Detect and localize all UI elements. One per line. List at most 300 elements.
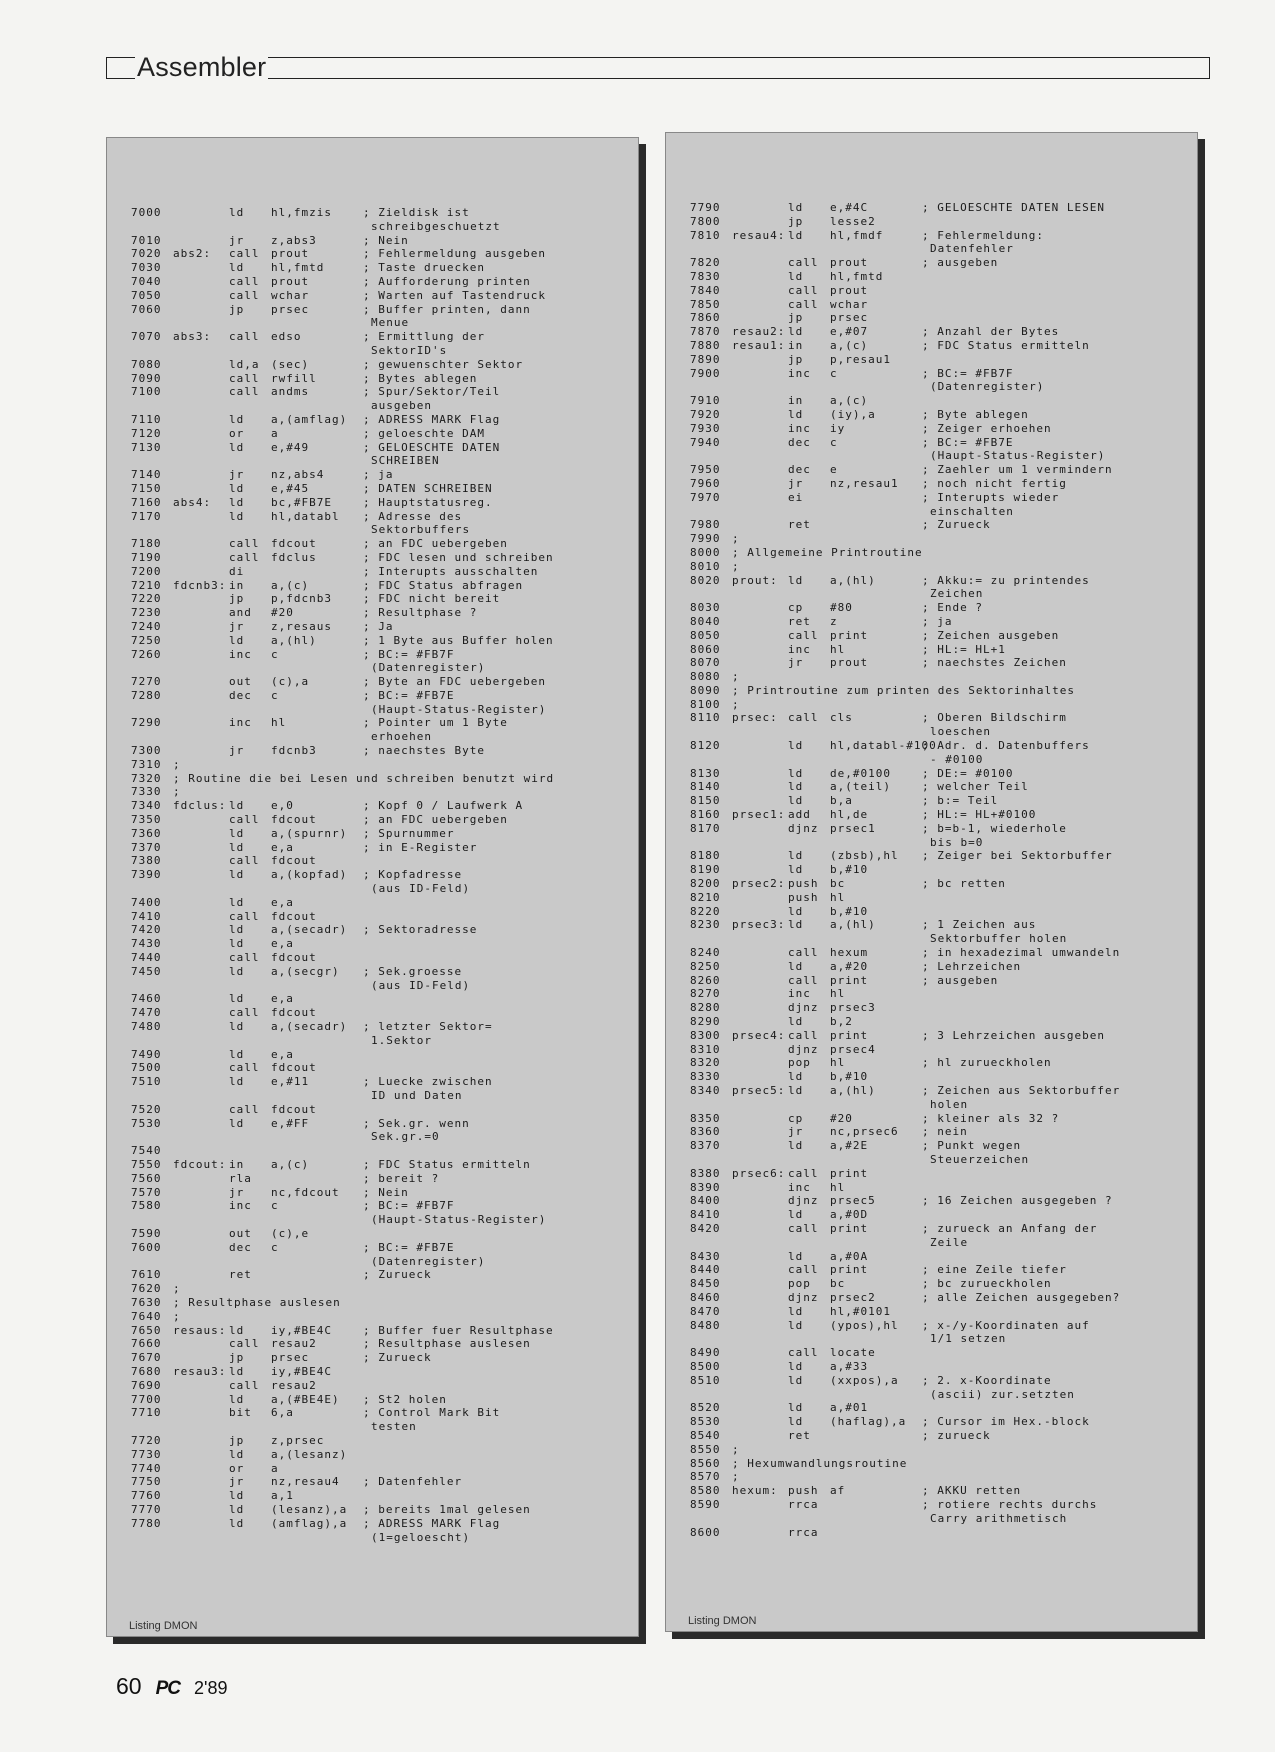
code-operand: cls [830, 711, 853, 725]
code-line [690, 794, 1189, 808]
code-comment: ; Oberen Bildschirm [922, 711, 1067, 725]
code-operand: #80 [830, 601, 853, 615]
code-line [131, 1034, 630, 1048]
code-opcode: ld [229, 1489, 245, 1503]
code-operand: a,(kopfad) [271, 868, 348, 882]
code-opcode: out [229, 675, 252, 689]
code-comment: ; FDC lesen und schreiben [363, 550, 554, 564]
code-operand: a,(hl) [830, 1084, 876, 1097]
code-comment: ; ja [922, 614, 953, 628]
code-line [690, 1332, 1189, 1346]
code-operand: fdcout [271, 951, 317, 965]
code-label: prsec6: [732, 1166, 786, 1180]
line-number: 7850 [690, 297, 721, 311]
code-comment: ; eine Zeile tiefer [922, 1263, 1067, 1277]
code-operand: bc [830, 1277, 846, 1291]
code-operand: 6,a [271, 1406, 294, 1420]
code-line [131, 289, 630, 303]
line-number: 8000 [690, 545, 721, 559]
code-comment: ; BC:= #FB7F [363, 647, 455, 661]
code-opcode: ld [229, 868, 245, 882]
code-label: ; [732, 532, 740, 546]
line-number: 7940 [690, 435, 721, 449]
code-comment: ; Interupts ausschalten [363, 564, 539, 578]
code-line [690, 256, 1189, 270]
code-line [131, 937, 630, 951]
line-number: 7900 [690, 366, 721, 380]
code-opcode: jp [788, 352, 804, 366]
code-line [131, 579, 630, 593]
code-opcode: ld,a [229, 357, 260, 371]
code-opcode: cp [788, 601, 804, 615]
line-number: 7460 [131, 992, 162, 1006]
code-line [131, 330, 630, 344]
code-comment: Carry arithmetisch [930, 1511, 1068, 1525]
code-operand: a,(#BE4E) [271, 1392, 340, 1406]
code-opcode: push [788, 1484, 819, 1498]
code-opcode: inc [788, 366, 811, 380]
code-line [690, 601, 1189, 615]
code-comment: ; Zurueck [363, 1268, 432, 1282]
code-line [131, 537, 630, 551]
line-number: 7430 [131, 937, 162, 951]
line-number: 8420 [690, 1221, 721, 1235]
code-line [131, 206, 630, 220]
line-number: 8400 [690, 1194, 721, 1208]
code-comment: ; Byte ablegen [922, 407, 1029, 421]
code-line [131, 1365, 630, 1379]
code-comment: ; FDC Status abfragen [363, 578, 524, 592]
line-number: 7800 [690, 214, 721, 228]
line-number: 7440 [131, 951, 162, 965]
code-line [690, 1319, 1189, 1333]
code-comment: ; Warten auf Tastendruck [363, 288, 546, 302]
code-opcode: ld [229, 1323, 245, 1337]
code-operand: (zbsb),hl [830, 849, 899, 863]
code-line [690, 711, 1189, 725]
code-opcode: inc [788, 421, 811, 435]
code-line [690, 1070, 1189, 1084]
line-number: 7150 [131, 481, 162, 495]
code-operand: hl,databl-#100 [830, 739, 937, 753]
code-label: ; [732, 670, 740, 684]
code-comment: ; Punkt wegen [922, 1139, 1022, 1153]
code-line [131, 1089, 630, 1103]
code-label: ; Printroutine zum printen des Sektorinhaltes [732, 683, 1076, 697]
line-number: 7470 [131, 1006, 162, 1020]
line-number: 7490 [131, 1047, 162, 1061]
code-comment: ; DATEN SCHREIBEN [363, 481, 493, 495]
code-operand: prsec1 [830, 821, 876, 835]
code-comment: ; Resultphase ? [363, 606, 478, 620]
code-comment: Steuerzeichen [930, 1152, 1030, 1166]
code-operand: prsec [271, 302, 310, 316]
code-line [690, 1250, 1189, 1264]
code-line [131, 689, 630, 703]
code-line [131, 1475, 630, 1489]
code-opcode: ld [788, 1304, 804, 1318]
code-opcode: ld [229, 964, 245, 978]
code-opcode: ld [788, 959, 804, 973]
code-opcode: djnz [788, 821, 819, 835]
code-line [690, 325, 1189, 339]
code-comment: Sektorbuffer holen [930, 932, 1068, 946]
code-operand: print [830, 628, 869, 642]
code-comment: ; Spurnummer [363, 826, 455, 840]
code-opcode: ld [229, 895, 245, 909]
code-line [131, 1158, 630, 1172]
code-operand: e,a [271, 992, 294, 1006]
code-opcode: ld [229, 206, 245, 219]
code-opcode: jp [229, 1433, 245, 1447]
line-number: 8140 [690, 780, 721, 794]
code-operand: hl,fmdf [830, 228, 884, 242]
code-line [690, 532, 1189, 546]
code-line [690, 1153, 1189, 1167]
code-line [131, 1434, 630, 1448]
code-operand: a,(secadr) [271, 923, 348, 937]
line-number: 8290 [690, 1015, 721, 1029]
code-line [131, 399, 630, 413]
code-line [131, 1406, 630, 1420]
code-operand: a,(hl) [830, 918, 876, 932]
code-comment: ; 1 Zeichen aus [922, 918, 1037, 932]
section-title: Assembler [137, 52, 267, 82]
code-comment: ; Buffer fuer Resultphase [363, 1323, 554, 1337]
code-line [690, 587, 1189, 601]
line-number: 7690 [131, 1378, 162, 1392]
code-operand: iy,#BE4C [271, 1323, 332, 1337]
code-operand: a,(spurnr) [271, 826, 348, 840]
code-operand: a,(c) [271, 578, 310, 592]
code-comment: Sek.gr.=0 [371, 1130, 440, 1144]
code-label: ; [173, 1309, 181, 1323]
code-comment: ; Buffer printen, dann [363, 302, 531, 316]
section-header-frame [106, 57, 1210, 79]
code-operand: p,resau1 [830, 352, 891, 366]
code-opcode: dec [229, 1240, 252, 1254]
code-line [690, 353, 1189, 367]
line-number: 7570 [131, 1185, 162, 1199]
code-comment: ; Resultphase auslesen [363, 1337, 531, 1351]
code-opcode: in [788, 394, 804, 408]
code-line [131, 1448, 630, 1462]
code-line [131, 316, 630, 330]
code-comment: ; Zeiger bei Sektorbuffer [922, 849, 1113, 863]
code-label: ; Routine die bei Lesen und schreiben benutzt wird [173, 771, 555, 785]
code-line [690, 367, 1189, 381]
code-operand: e,0 [271, 799, 294, 813]
code-opcode: ld [229, 633, 245, 647]
line-number: 7130 [131, 440, 162, 454]
code-line [690, 1222, 1189, 1236]
code-comment: einschalten [930, 504, 1014, 518]
code-line [131, 965, 630, 979]
line-number: 7620 [131, 1282, 162, 1296]
code-line [131, 827, 630, 841]
code-operand: prsec [830, 311, 869, 325]
line-number: 7580 [131, 1199, 162, 1213]
code-opcode: jr [788, 476, 804, 490]
code-operand: hl [830, 642, 846, 656]
code-line [690, 905, 1189, 919]
line-number: 7120 [131, 426, 162, 440]
code-line [131, 1144, 630, 1158]
code-line [131, 1268, 630, 1282]
code-line [690, 518, 1189, 532]
line-number: 8100 [690, 697, 721, 711]
code-line [690, 339, 1189, 353]
code-operand: fdcout [271, 537, 317, 551]
code-line [131, 854, 630, 868]
code-opcode: ld [788, 766, 804, 780]
code-operand: fdcout [271, 1102, 317, 1116]
code-line [690, 1305, 1189, 1319]
code-operand: fdcout [271, 1061, 317, 1075]
code-line [131, 1517, 630, 1531]
listing-caption-right: Listing DMON [688, 1615, 757, 1627]
code-operand: c [271, 688, 279, 702]
code-line [690, 739, 1189, 753]
code-line [690, 215, 1189, 229]
code-opcode: ld [788, 918, 804, 932]
code-line [690, 1181, 1189, 1195]
line-number: 8360 [690, 1125, 721, 1139]
code-line [131, 1462, 630, 1476]
line-number: 8030 [690, 601, 721, 615]
code-label: prsec2: [732, 877, 786, 891]
code-opcode: ld [788, 1084, 804, 1097]
line-number: 8590 [690, 1497, 721, 1511]
code-opcode: call [788, 283, 819, 297]
code-line [690, 863, 1189, 877]
code-operand: #20 [271, 606, 294, 620]
line-number: 7540 [131, 1144, 162, 1158]
code-operand: print [830, 1263, 869, 1277]
code-operand: fdcnb3 [271, 744, 317, 758]
code-line [690, 436, 1189, 450]
code-comment: ; Aufforderung printen [363, 274, 531, 288]
code-line [131, 1489, 630, 1503]
line-number: 7300 [131, 744, 162, 758]
code-line [131, 703, 630, 717]
code-operand: a,(c) [830, 394, 869, 408]
code-line [131, 1075, 630, 1089]
code-opcode: rla [229, 1171, 252, 1185]
code-line [131, 358, 630, 372]
code-opcode: or [229, 426, 245, 440]
magazine-logo: PC [155, 1678, 180, 1699]
code-operand: p,fdcnb3 [271, 592, 332, 606]
code-line [690, 229, 1189, 243]
line-number: 8490 [690, 1346, 721, 1360]
code-label: ; [732, 1442, 740, 1456]
code-operand: (haflag),a [830, 1415, 907, 1429]
code-opcode: call [788, 1028, 819, 1042]
code-operand: resau2 [271, 1378, 317, 1392]
line-number: 7110 [131, 412, 162, 426]
line-number: 7970 [690, 490, 721, 504]
code-operand: b,#10 [830, 1070, 869, 1084]
code-label: prsec3: [732, 918, 786, 932]
code-line [131, 1103, 630, 1117]
code-line [131, 261, 630, 275]
line-number: 8200 [690, 877, 721, 891]
code-line [690, 422, 1189, 436]
code-label: prsec4: [732, 1028, 786, 1042]
line-number: 8500 [690, 1359, 721, 1373]
code-opcode: call [229, 813, 260, 827]
line-number: 7500 [131, 1061, 162, 1075]
code-comment: ; ADRESS MARK Flag [363, 412, 501, 426]
code-comment: ; Zurueck [363, 1351, 432, 1365]
line-number: 7670 [131, 1351, 162, 1365]
code-operand: fdcout [271, 1006, 317, 1020]
code-operand: iy,#BE4C [271, 1364, 332, 1378]
code-label: resau3: [173, 1364, 227, 1378]
code-line [131, 1020, 630, 1034]
code-operand: c [830, 366, 838, 380]
code-opcode: push [788, 877, 819, 891]
code-line [131, 606, 630, 620]
code-label: prout: [732, 573, 778, 587]
line-number: 8110 [690, 711, 721, 725]
code-comment: (Datenregister) [371, 661, 486, 675]
code-comment: (Haupt-Status-Register) [371, 702, 547, 716]
code-label: ; [173, 1282, 181, 1296]
code-comment: ; GELOESCHTE DATEN [363, 440, 501, 454]
code-comment: ; zurueck [922, 1428, 991, 1442]
code-opcode: call [788, 628, 819, 642]
code-opcode: ld [229, 1392, 245, 1406]
code-comment: holen [930, 1097, 969, 1111]
line-number: 8480 [690, 1318, 721, 1332]
line-number: 7180 [131, 537, 162, 551]
code-line [131, 730, 630, 744]
code-operand: print [830, 1221, 869, 1235]
code-label: prsec5: [732, 1084, 786, 1097]
code-opcode: dec [788, 463, 811, 477]
code-comment: ; Anzahl der Bytes [922, 325, 1060, 339]
line-number: 8260 [690, 973, 721, 987]
line-number: 7920 [690, 407, 721, 421]
line-number: 8550 [690, 1442, 721, 1456]
code-opcode: ld [229, 1116, 245, 1130]
code-line [690, 311, 1189, 325]
code-comment: ; Ende ? [922, 601, 983, 615]
code-operand: b,#10 [830, 863, 869, 877]
code-comment: ; rotiere rechts durchs [922, 1497, 1098, 1511]
code-comment: 1/1 setzen [930, 1332, 1007, 1346]
line-number: 7030 [131, 261, 162, 275]
line-number: 7780 [131, 1516, 162, 1530]
code-line [690, 1029, 1189, 1043]
code-line [690, 1415, 1189, 1429]
code-opcode: ld [788, 739, 804, 753]
line-number: 7530 [131, 1116, 162, 1130]
code-operand: a,(hl) [830, 573, 876, 587]
code-operand: hl,de [830, 808, 869, 822]
code-operand: prsec [271, 1351, 310, 1365]
code-opcode: call [788, 1166, 819, 1180]
line-number: 8540 [690, 1428, 721, 1442]
code-line [131, 1296, 630, 1310]
code-line [690, 643, 1189, 657]
code-comment: (aus ID-Feld) [371, 882, 471, 896]
code-line [690, 505, 1189, 519]
code-operand: nc,prsec6 [830, 1125, 899, 1139]
code-line [131, 910, 630, 924]
line-number: 8340 [690, 1084, 721, 1097]
code-comment: ; nein [922, 1125, 968, 1139]
code-operand: z,prsec [271, 1433, 325, 1447]
line-number: 8370 [690, 1139, 721, 1153]
code-line [131, 868, 630, 882]
code-comment: ; Spur/Sektor/Teil [363, 385, 501, 399]
code-line [131, 1324, 630, 1338]
code-line [131, 1531, 630, 1545]
code-line [690, 1346, 1189, 1360]
code-opcode: call [229, 909, 260, 923]
code-opcode: ld [229, 1516, 245, 1530]
code-comment: (aus ID-Feld) [371, 978, 471, 992]
code-operand: #20 [830, 1111, 853, 1125]
code-operand: a,#0A [830, 1249, 869, 1263]
code-label: resaus: [173, 1323, 227, 1337]
page-footer [116, 1673, 227, 1700]
code-operand: hl,databl [271, 509, 340, 523]
code-line [131, 992, 630, 1006]
code-operand: e,#45 [271, 481, 310, 495]
code-line [690, 918, 1189, 932]
code-comment: ; bc retten [922, 877, 1006, 891]
code-opcode: ld [788, 1249, 804, 1263]
code-line [131, 303, 630, 317]
code-line [131, 592, 630, 606]
code-opcode: call [229, 1378, 260, 1392]
line-number: 8570 [690, 1470, 721, 1484]
line-number: 7630 [131, 1295, 162, 1309]
code-line [131, 454, 630, 468]
code-comment: SCHREIBEN [371, 454, 440, 468]
code-label: ; Allgemeine Printroutine [732, 545, 923, 559]
code-comment: ; Byte an FDC uebergeben [363, 675, 546, 689]
code-operand: a [271, 1461, 279, 1475]
code-line [131, 344, 630, 358]
code-line [690, 1236, 1189, 1250]
code-operand: e,a [271, 895, 294, 909]
line-number: 7260 [131, 647, 162, 661]
line-number: 7230 [131, 606, 162, 620]
code-opcode: ld [229, 1075, 245, 1089]
code-line [690, 1167, 1189, 1181]
line-number: 8190 [690, 863, 721, 877]
code-comment: ; welcher Teil [922, 780, 1029, 794]
line-number: 7590 [131, 1226, 162, 1240]
code-comment: ; St2 holen [363, 1392, 447, 1406]
code-opcode: call [229, 371, 260, 385]
code-operand: nz,resau4 [271, 1475, 340, 1489]
line-number: 8150 [690, 794, 721, 808]
line-number: 7950 [690, 463, 721, 477]
code-line [690, 1098, 1189, 1112]
code-line [690, 670, 1189, 684]
code-line [690, 1429, 1189, 1443]
code-label: resau2: [732, 325, 786, 339]
code-line [690, 201, 1189, 215]
code-operand: fdcout [271, 909, 317, 923]
code-opcode: jr [788, 656, 804, 670]
